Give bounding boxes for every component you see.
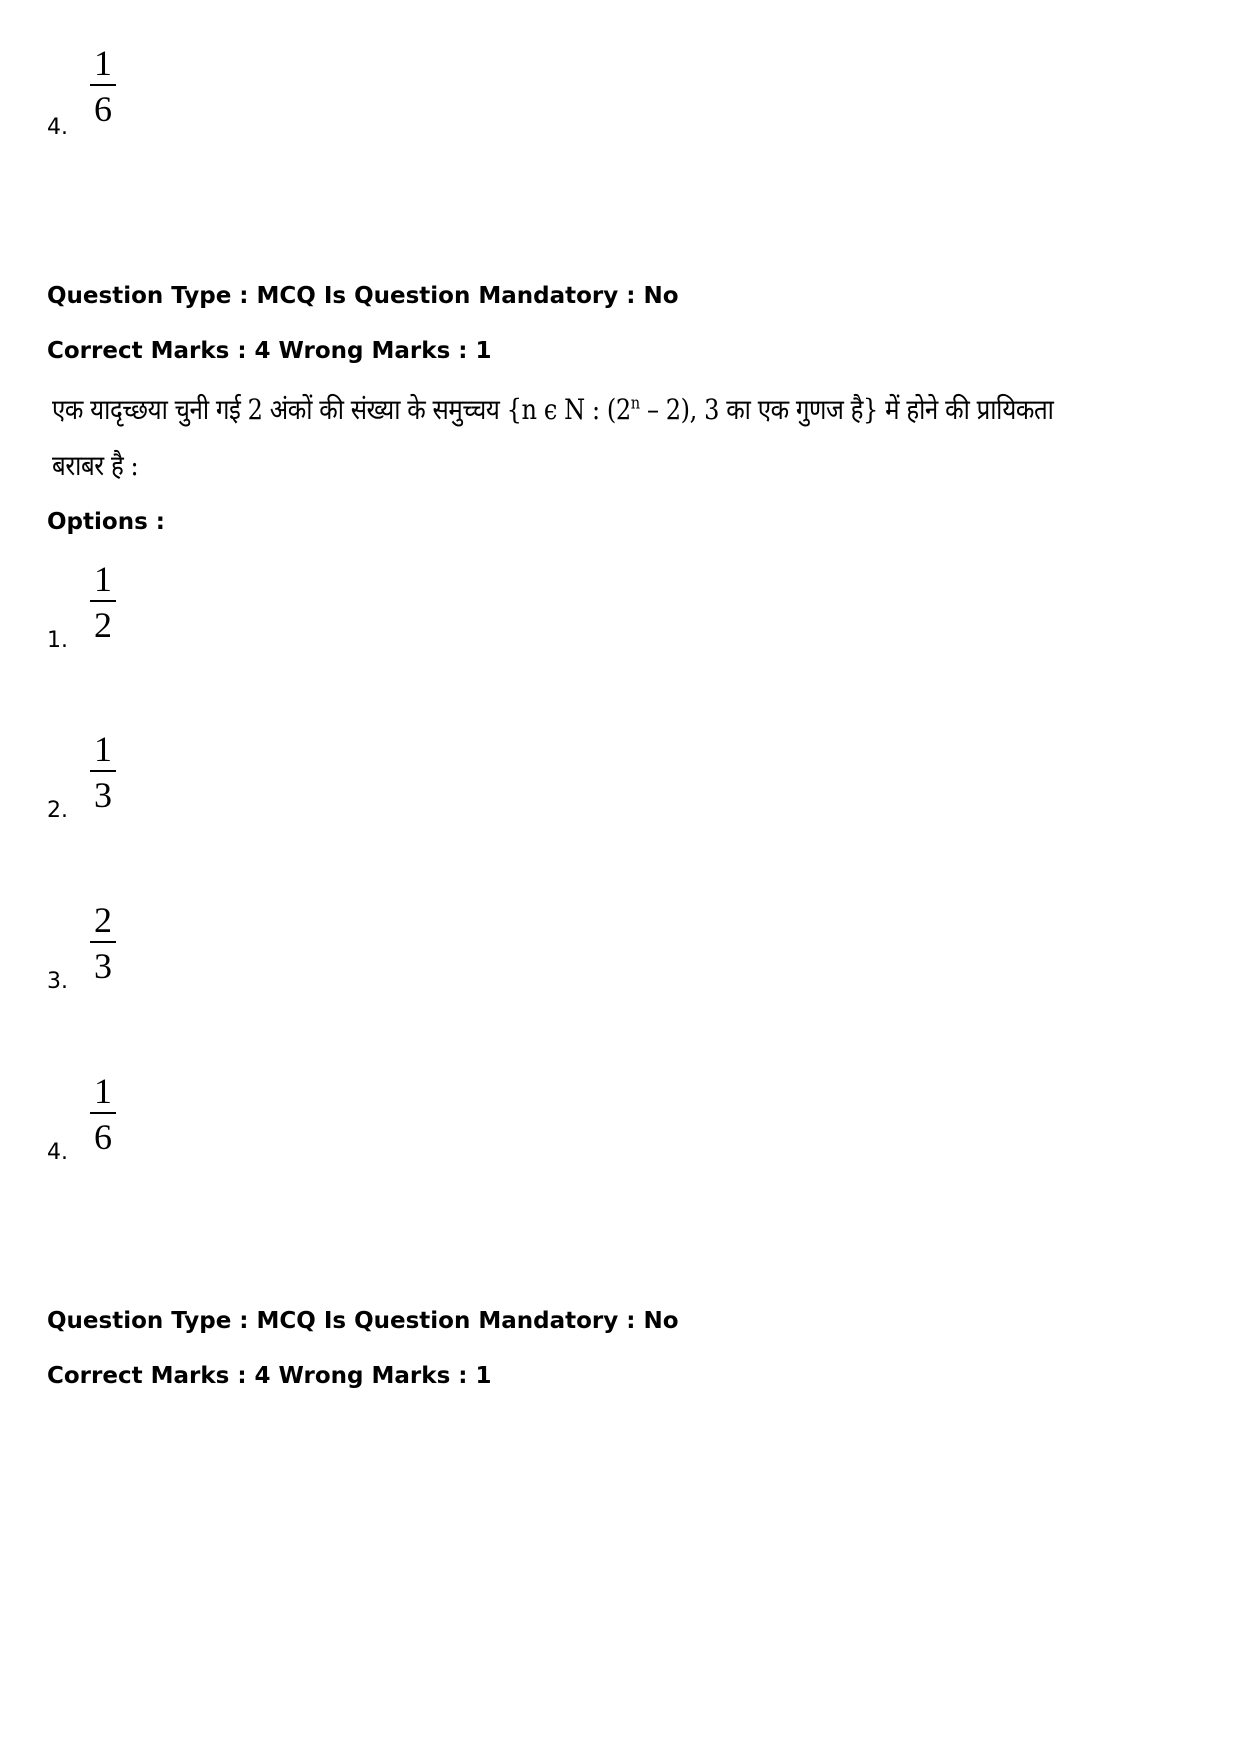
fraction-denominator: 6 [94, 89, 112, 129]
option-number: 2. [47, 798, 68, 823]
fraction-numerator: 2 [94, 900, 112, 940]
option-number: 1. [47, 628, 68, 653]
fraction-numerator: 1 [94, 729, 112, 769]
question-text-line-2: बराबर है : [52, 449, 139, 482]
option-number: 4. [47, 115, 68, 140]
fraction-numerator: 1 [94, 43, 112, 83]
fraction [88, 44, 118, 128]
option-number: 3. [47, 969, 68, 994]
fraction-denominator: 6 [94, 1117, 112, 1157]
fraction [88, 560, 118, 644]
fraction-bar [90, 600, 116, 602]
next-marks-line: Correct Marks : 4 Wrong Marks : 1 [47, 1363, 492, 1389]
option-number: 4. [47, 1140, 68, 1165]
question-text-line-1 [52, 393, 1053, 427]
question-text-superscript: n [630, 393, 640, 414]
fraction [88, 1072, 118, 1156]
fraction-bar [90, 770, 116, 772]
fraction-bar [90, 941, 116, 943]
fraction-bar [90, 84, 116, 86]
fraction-denominator: 2 [94, 605, 112, 645]
question-type-line: Question Type : MCQ Is Question Mandatory : No [47, 283, 679, 309]
options-label: Options : [47, 509, 165, 535]
fraction-numerator: 1 [94, 559, 112, 599]
fraction-denominator: 3 [94, 775, 112, 815]
fraction-denominator: 3 [94, 946, 112, 986]
question-text-part1: एक यादृच्छया चुनी गई 2 अंकों की संख्या के समुच्चय {n ϵ N : (2 [52, 393, 631, 426]
next-question-type-line: Question Type : MCQ Is Question Mandatory : No [47, 1308, 679, 1334]
fraction-bar [90, 1112, 116, 1114]
fraction-numerator: 1 [94, 1071, 112, 1111]
fraction [88, 730, 118, 814]
question-text-part2: – 2), 3 का एक गुणज है} में होने की प्रायिकता [639, 393, 1054, 426]
marks-line: Correct Marks : 4 Wrong Marks : 1 [47, 338, 492, 364]
fraction [88, 901, 118, 985]
